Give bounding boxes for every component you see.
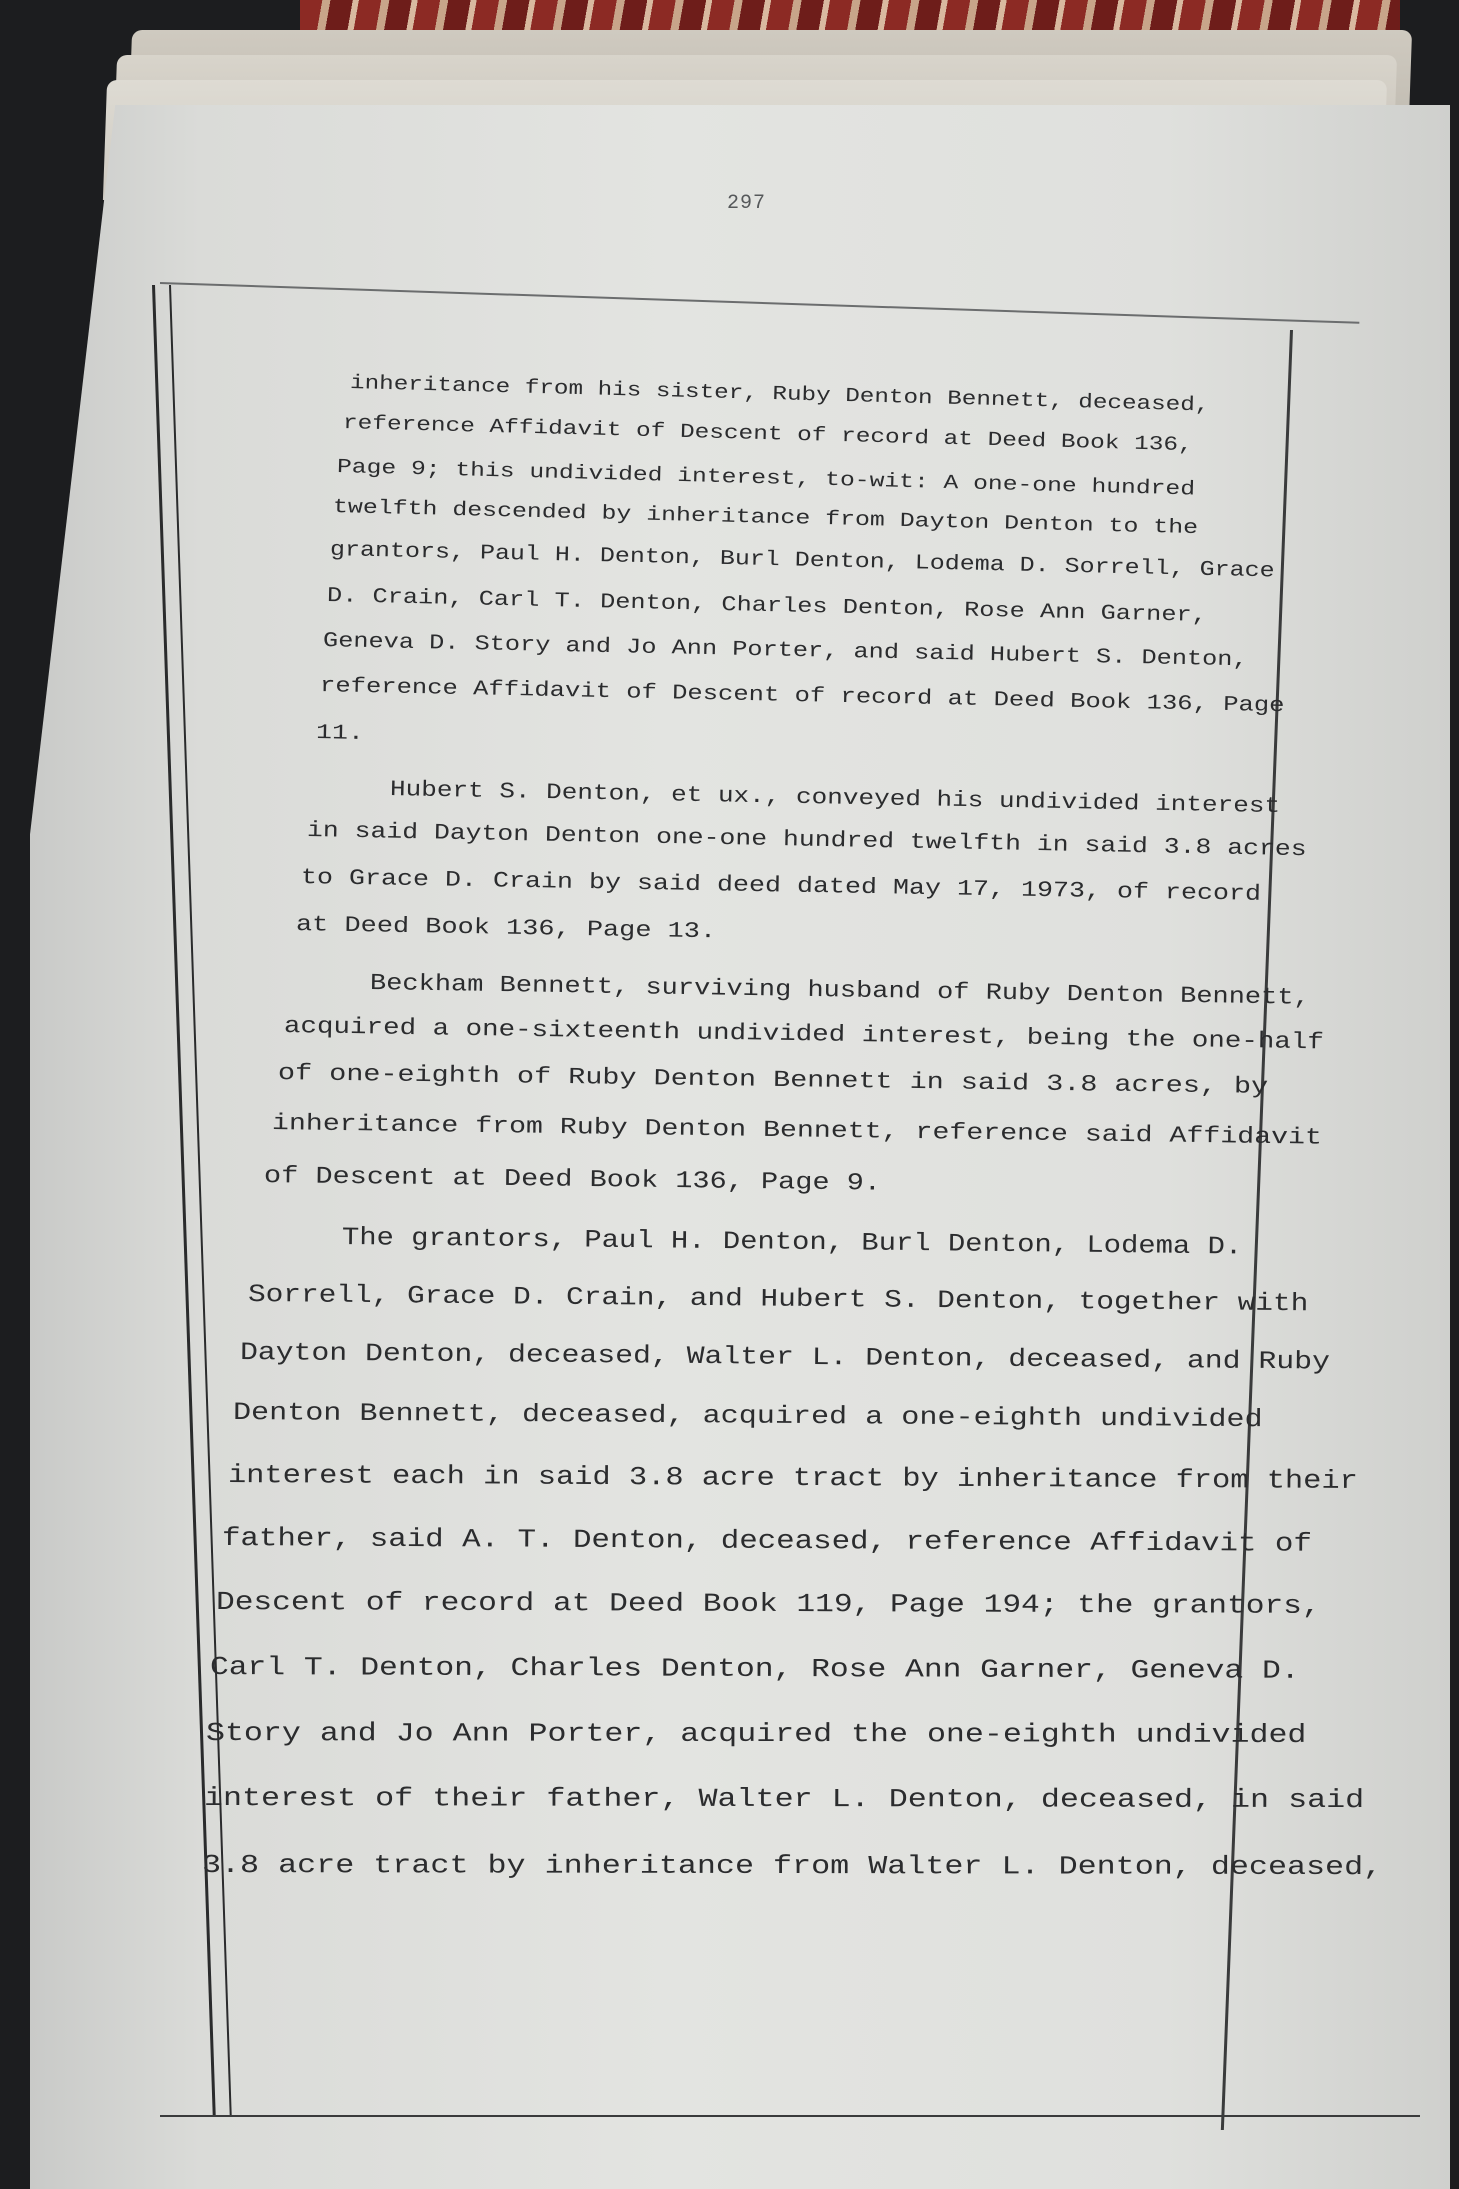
text-line: reference Affidavit of Descent of record at Deed Book 136, <box>342 412 1193 458</box>
text-line: twelfth descended by inheritance from Dayton Denton to the <box>332 496 1199 541</box>
text-line: Geneva D. Story and Jo Ann Porter, and said Hubert S. Denton, <box>322 630 1248 673</box>
text-line: The grantors, Paul H. Denton, Burl Denton, Lodema D. <box>341 1223 1243 1262</box>
text-line: father, said A. T. Denton, deceased, reference Affidavit of <box>221 1523 1313 1559</box>
text-line: of Descent at Deed Book 136, Page 9. <box>263 1163 882 1198</box>
text-line: Hubert S. Denton, et ux., conveyed his undivided interest <box>389 777 1281 820</box>
text-line: of one-eighth of Ruby Denton Bennett in said 3.8 acres, by <box>277 1060 1269 1100</box>
text-line: grantors, Paul H. Denton, Burl Denton, Lodema D. Sorrell, Grace <box>329 539 1275 584</box>
text-line: to Grace D. Crain by said deed dated May 17, 1973, of record <box>300 865 1262 907</box>
text-line: Descent of record at Deed Book 119, Page 194; the grantors, <box>215 1587 1321 1621</box>
text-line: acquired a one-sixteenth undivided interest, being the one-half <box>283 1013 1325 1056</box>
text-line: Dayton Denton, deceased, Walter L. Denton, deceased, and Ruby <box>239 1338 1331 1377</box>
text-line: Sorrell, Grace D. Crain, and Hubert S. Denton, together with <box>247 1280 1309 1319</box>
text-line: 3.8 acre tract by inheritance from Walter L. Denton, deceased, <box>201 1850 1383 1883</box>
text-line: inheritance from Ruby Denton Bennett, reference said Affidavit <box>271 1110 1323 1151</box>
text-line: Story and Jo Ann Porter, acquired the one-eighth undivided <box>205 1718 1307 1750</box>
text-line: interest each in said 3.8 acre tract by inheritance from their <box>227 1460 1358 1496</box>
text-line: reference Affidavit of Descent of record at Deed Book 136, Page <box>319 675 1285 719</box>
text-line: Carl T. Denton, Charles Denton, Rose Ann Garner, Geneva D. <box>209 1652 1300 1686</box>
text-line: in said Dayton Denton one-one hundred twelfth in said 3.8 acres <box>306 818 1307 863</box>
text-line: interest of their father, Walter L. Denton, deceased, in said <box>203 1783 1365 1816</box>
text-line: Beckham Bennett, surviving husband of Ruby Denton Bennett, <box>369 970 1310 1011</box>
text-line: Denton Bennett, deceased, acquired a one-eighth undivided <box>232 1398 1263 1435</box>
text-line: at Deed Book 136, Page 13. <box>295 912 717 945</box>
text-line: inheritance from his sister, Ruby Denton Bennett, deceased, <box>349 372 1210 418</box>
text-line: 11. <box>315 722 365 747</box>
text-line: Page 9; this undivided interest, to-wit: A one-one hundred <box>336 456 1196 502</box>
page-number: 297 <box>727 192 767 215</box>
text-line: D. Crain, Carl T. Denton, Charles Denton, Rose Ann Garner, <box>326 585 1208 628</box>
